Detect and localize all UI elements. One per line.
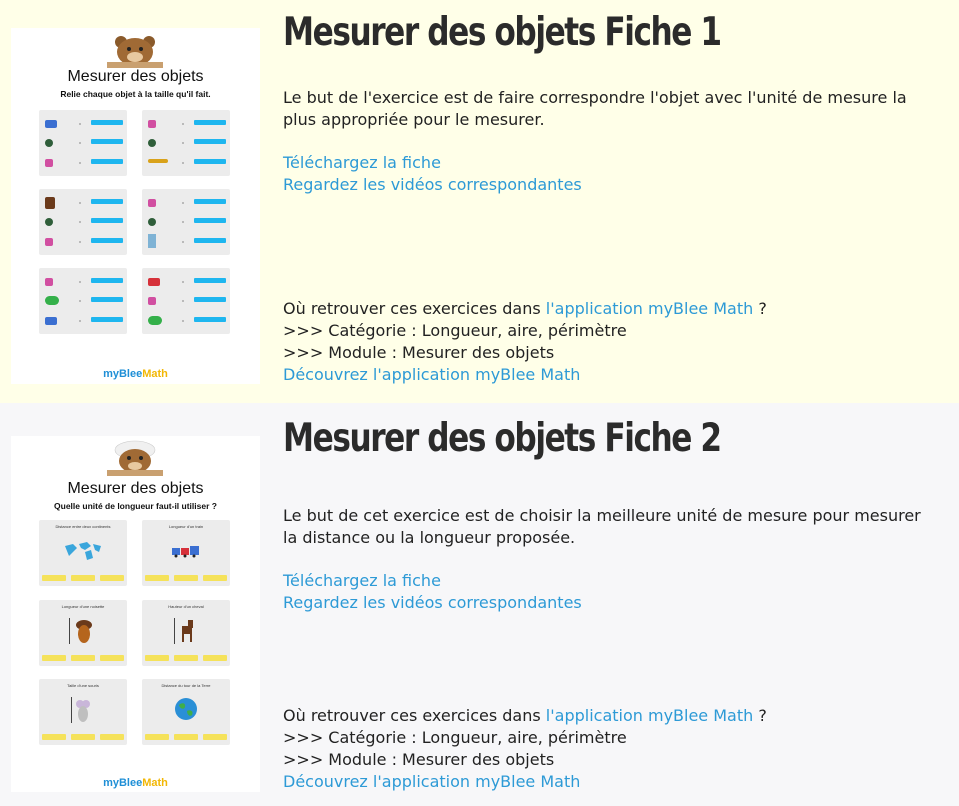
card-label: Taille d'une souris: [67, 683, 99, 688]
worksheet-section-2: [0, 403, 959, 806]
card-label: Distance entre deux continents: [55, 524, 111, 529]
card-label: Hauteur d'un cheval: [168, 604, 204, 609]
module-text: >>> Module : Mesurer des objets: [283, 750, 555, 769]
thumbnail-card: [39, 110, 127, 176]
discover-app-link[interactable]: Découvrez l'application myBlee Math: [283, 772, 581, 791]
where-prefix: Où retrouver ces exercices dans: [283, 299, 546, 318]
earth-globe-icon: [174, 697, 198, 721]
thumbnail-brand: [11, 368, 260, 380]
thumbnail-card: [39, 189, 127, 255]
app-link[interactable]: l'application myBlee Math: [545, 299, 754, 318]
videos-link[interactable]: Regardez les vidéos correspondantes: [283, 593, 582, 612]
worksheet-thumbnail-1[interactable]: [11, 28, 260, 384]
train-icon: [172, 546, 200, 558]
videos-link[interactable]: Regardez les vidéos correspondantes: [283, 175, 582, 194]
worksheet-content-1: [283, 10, 933, 56]
category-text: >>> Catégorie : Longueur, aire, périmètre: [283, 321, 627, 340]
thumbnail-subtitle: Relie chaque objet à la taille qu'il fait.: [60, 89, 211, 99]
acorn-icon: [75, 618, 93, 644]
worksheet-description: Le but de cet exercice est de choisir la meilleure unité de mesure pour mesurer la distance ou la longueur proposée.: [283, 506, 921, 547]
worksheet-description: Le but de l'exercice est de faire correspondre l'objet avec l'unité de mesure la plus appropriée pour le mesurer.: [283, 88, 907, 129]
app-info: [283, 705, 933, 793]
app-info-line: [283, 298, 933, 320]
brand-myblee: myBlee: [103, 368, 143, 380]
app-info: [283, 298, 933, 386]
thumbnail-brand: [11, 777, 260, 789]
bear-mascot-icon: [107, 32, 163, 68]
worksheet-links: [283, 570, 933, 614]
thumbnail-card: [39, 600, 127, 666]
sheep-mascot-icon: [107, 440, 163, 476]
thumbnail-card: [142, 679, 230, 745]
thumbnail-card: [142, 189, 230, 255]
app-info-line: [283, 705, 933, 727]
module-text: >>> Module : Mesurer des objets: [283, 343, 555, 362]
card-label: Distance du tour de la Terre: [161, 683, 211, 688]
worksheet-title: Mesurer des objets Fiche 1: [283, 10, 721, 55]
worksheet-content-2: [283, 416, 933, 462]
thumbnail-subtitle: Quelle unité de longueur faut-il utiliser ?: [54, 501, 217, 511]
app-link[interactable]: l'application myBlee Math: [545, 706, 754, 725]
horse-icon: [178, 618, 196, 644]
where-suffix: ?: [753, 299, 767, 318]
thumbnail-card: [142, 520, 230, 586]
thumbnail-card: [142, 110, 230, 176]
world-map-icon: [63, 540, 103, 562]
thumbnail-card: [39, 520, 127, 586]
mouse-icon: [75, 699, 91, 723]
thumbnail-title: Mesurer des objets: [67, 68, 204, 85]
download-worksheet-link[interactable]: Téléchargez la fiche: [283, 571, 441, 590]
download-worksheet-link[interactable]: Téléchargez la fiche: [283, 153, 441, 172]
thumbnail-title: Mesurer des objets: [67, 480, 204, 497]
discover-app-link[interactable]: Découvrez l'application myBlee Math: [283, 365, 581, 384]
where-prefix: Où retrouver ces exercices dans: [283, 706, 546, 725]
card-label: Longueur d'un train: [168, 524, 204, 529]
thumbnail-card: [142, 268, 230, 334]
thumbnail-card: [39, 268, 127, 334]
worksheet-title: Mesurer des objets Fiche 2: [283, 416, 721, 461]
brand-math: Math: [142, 777, 168, 789]
thumbnail-card: [39, 679, 127, 745]
category-text: >>> Catégorie : Longueur, aire, périmètre: [283, 728, 627, 747]
worksheet-thumbnail-2[interactable]: [11, 436, 260, 792]
card-label: Longueur d'une noisette: [61, 604, 105, 609]
brand-math: Math: [142, 368, 168, 380]
worksheet-links: [283, 152, 933, 196]
thumbnail-card: [142, 600, 230, 666]
where-suffix: ?: [753, 706, 767, 725]
brand-myblee: myBlee: [103, 777, 143, 789]
